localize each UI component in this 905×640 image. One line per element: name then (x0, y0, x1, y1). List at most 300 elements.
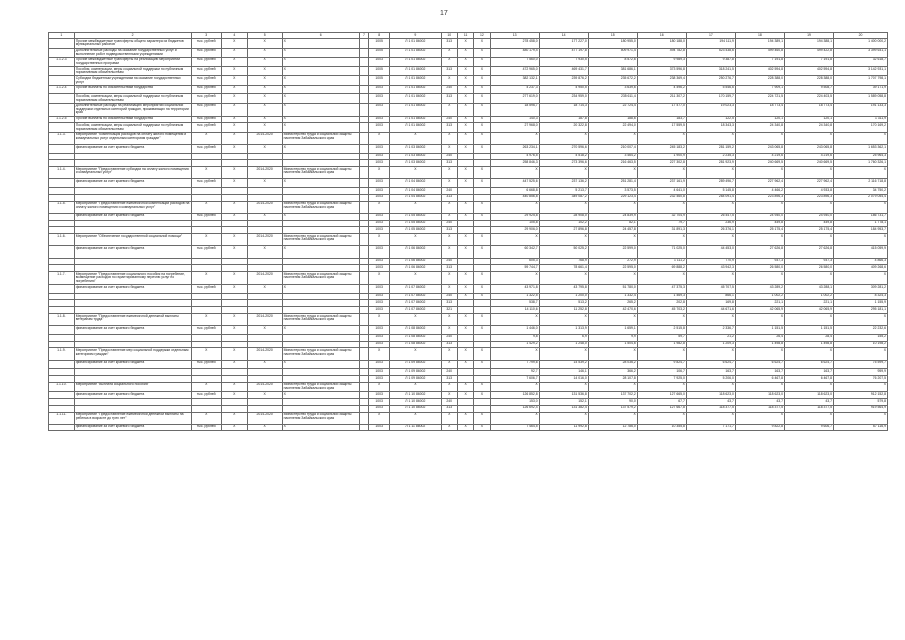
table-cell (359, 57, 368, 66)
table-cell: X (221, 326, 247, 335)
table-cell: 32 618,7 (834, 57, 888, 66)
table-cell: 2014-2020 (247, 382, 282, 391)
table-cell (247, 376, 282, 383)
table-cell: 24 457,8 (588, 227, 637, 234)
table-cell: X (637, 382, 686, 391)
table-cell: 313 (441, 67, 457, 76)
table-cell: X (369, 201, 390, 213)
table-cell (221, 376, 247, 383)
table-cell (457, 341, 473, 348)
table-cell (49, 153, 75, 160)
table-cell: 1 002,2 (735, 293, 784, 300)
table-cell: Л 1 01 86002 (390, 116, 441, 123)
table-cell: 44 453,0 (686, 246, 735, 258)
table-cell: X (686, 313, 735, 325)
table-cell (359, 293, 368, 300)
table-cell: 7 464,5 (490, 424, 539, 431)
table-cell: 7 799,6 (490, 360, 539, 369)
table-cell: 29 925,8 (490, 213, 539, 220)
table-cell: 2014-2020 (247, 234, 282, 246)
table-cell: 210 007,4 (588, 144, 637, 153)
table-cell: Дополнительные расходы на оказание государственных услуг и выполнение работ подведомственными учреждениями (74, 48, 191, 57)
table-cell: X (441, 412, 457, 424)
table-cell: Министерство труда и социальной защиты населения Забайкальского края (282, 201, 359, 213)
table-cell: 14 539,2 (539, 360, 588, 369)
table-cell: тыс. рублей (191, 144, 221, 153)
table-cell: 32 704,9 (637, 213, 686, 220)
table-cell: X (441, 360, 457, 369)
table-cell: 75 599,7 (834, 360, 888, 369)
table-cell: X (282, 179, 359, 188)
table-cell: 11 252,8 (539, 307, 588, 314)
table-cell: X (221, 179, 247, 188)
table-cell: 449,8 (784, 220, 833, 227)
table-cell: 1 900,9 (637, 153, 686, 160)
table-cell: X (369, 272, 390, 285)
table-cell: X (457, 132, 473, 144)
table-cell (474, 405, 490, 412)
table-cell: X (490, 382, 539, 391)
table-cell: 22 599,0 (588, 246, 637, 258)
table-cell (247, 227, 282, 234)
table-cell: X (834, 234, 888, 246)
table-cell: X (637, 234, 686, 246)
table-cell: 47 375,3 (637, 284, 686, 293)
table-cell: X (474, 424, 490, 431)
table-row (49, 39, 888, 48)
table-cell: X (474, 116, 490, 123)
table-cell (191, 160, 221, 167)
table-cell: 163,7 (784, 369, 833, 376)
table-cell: 447 525,6 (490, 179, 539, 188)
table-cell: Л 1 01 86002 (390, 48, 441, 57)
table-cell: 240 669,5 (735, 160, 784, 167)
table-row (49, 123, 888, 132)
table-cell: X (441, 76, 457, 85)
table-cell: 5 145,8 (686, 188, 735, 195)
table-cell (457, 220, 473, 227)
table-cell: 211 307,2 (637, 94, 686, 103)
table-cell (359, 424, 368, 431)
table-cell: 6 624,7 (784, 360, 833, 369)
column-header: 2 (74, 33, 191, 39)
table-cell: 318 241,5 (686, 67, 735, 76)
table-cell: X (457, 179, 473, 188)
table-cell (359, 116, 368, 123)
table-cell: Мероприятие "Предоставление мер социальной поддержки отдельным категориям граждан" (74, 348, 191, 360)
table-cell: 509 971,4 (588, 48, 637, 57)
table-cell (282, 334, 359, 341)
table-cell: X (686, 167, 735, 179)
table-cell (359, 188, 368, 195)
table-cell: Субсидии бюджетным учреждениям на оказание государственных услуг (74, 76, 191, 85)
table-cell: тыс. рублей (191, 103, 221, 116)
table-cell: 228 388,0 (735, 76, 784, 85)
table-cell (282, 220, 359, 227)
table-cell: X (441, 179, 457, 188)
table-cell: X (784, 272, 833, 285)
table-row (49, 167, 888, 179)
table-cell (74, 188, 191, 195)
table-cell: X (834, 132, 888, 144)
table-cell: 17 477,0 (637, 103, 686, 116)
table-cell: 9 989,3 (637, 57, 686, 66)
table-cell: X (474, 76, 490, 85)
table-cell: X (221, 412, 247, 424)
table-cell: 1003 (369, 424, 390, 431)
table-cell: X (441, 348, 457, 360)
table-cell (282, 369, 359, 376)
table-cell: X (441, 424, 457, 431)
table-cell: X (490, 201, 539, 213)
table-cell: X (441, 201, 457, 213)
table-cell (247, 220, 282, 227)
table-cell: 18 773,4 (735, 103, 784, 116)
table-cell: 92,7 (490, 369, 539, 376)
table-cell: X (637, 348, 686, 360)
table-cell: Министерство труда и социальной защиты населения Забайкальского края (282, 313, 359, 325)
table-cell (49, 67, 75, 76)
table-cell: Л 1 08 86002 (390, 341, 441, 348)
table-cell: X (282, 123, 359, 132)
table-cell (191, 227, 221, 234)
table-cell (221, 307, 247, 314)
table-cell (247, 341, 282, 348)
table-cell: 7 930,5 (539, 57, 588, 66)
table-cell: 1003 (369, 194, 390, 201)
table-cell (49, 293, 75, 300)
table-cell: X (457, 57, 473, 66)
table-cell (74, 376, 191, 383)
table-cell: 18 773,4 (784, 103, 833, 116)
table-cell (191, 398, 221, 405)
table-cell: 28,4 (784, 334, 833, 341)
table-cell: 2 336,7 (686, 326, 735, 335)
table-cell (191, 376, 221, 383)
table-cell: X (441, 213, 457, 220)
table-cell: X (282, 48, 359, 57)
table-cell: 69 888,2 (637, 265, 686, 272)
table-cell (359, 94, 368, 103)
table-cell: 5 546,6 (686, 85, 735, 94)
table-cell: X (539, 382, 588, 391)
column-header: 20 (834, 33, 888, 39)
table-cell: 449,8 (735, 220, 784, 227)
table-cell: Л 1 01 86002 (390, 85, 441, 94)
table-cell: 238 369,4 (637, 76, 686, 85)
table-row (49, 179, 888, 188)
table-cell: X (457, 392, 473, 399)
table-cell: X (686, 412, 735, 424)
table-cell: 513,2 (539, 300, 588, 307)
table-cell: 180 188,0 (637, 39, 686, 48)
table-row (49, 94, 888, 103)
table-cell: 494 782,8 (637, 48, 686, 57)
table-cell (457, 160, 473, 167)
table-cell: 1 498,8 (735, 341, 784, 348)
table-cell: 4 466,2 (735, 188, 784, 195)
table-cell: 1.1.6. (49, 234, 75, 246)
table-cell: X (390, 272, 441, 285)
table-row (49, 293, 888, 300)
table-cell: 28 036,2 (588, 360, 637, 369)
table-cell (359, 360, 368, 369)
table-cell: 11 992,8 (539, 424, 588, 431)
table-cell: 1.1.4. (49, 167, 75, 179)
table-cell (191, 194, 221, 201)
table-cell: 245 183,2 (637, 144, 686, 153)
table-cell (457, 307, 473, 314)
table-cell: 1 151,5 (784, 326, 833, 335)
table-cell: 1003 (369, 341, 390, 348)
table-cell (49, 369, 75, 376)
table-cell: 12 786,0 (588, 424, 637, 431)
table-cell (49, 265, 75, 272)
column-header: 17 (686, 33, 735, 39)
table-cell: X (221, 284, 247, 293)
table-row (49, 57, 888, 66)
table-cell: 28 908,0 (539, 213, 588, 220)
table-cell (359, 341, 368, 348)
table-cell: X (390, 382, 441, 391)
table-cell: 177 227,0 (539, 39, 588, 48)
table-cell: X (390, 348, 441, 360)
table-cell: X (282, 360, 359, 369)
table-cell: X (221, 246, 247, 258)
table-cell: Л 1 06 86002 (390, 265, 441, 272)
table-cell: 237 161,9 (637, 179, 686, 188)
table-cell: Л 1 01 86002 (390, 103, 441, 116)
table-cell (359, 153, 368, 160)
table-cell: тыс. рублей (191, 123, 221, 132)
table-cell: 538,7 (490, 300, 539, 307)
table-cell (474, 265, 490, 272)
table-cell: X (369, 132, 390, 144)
table-cell: тыс. рублей (191, 76, 221, 85)
table-cell: X (686, 348, 735, 360)
table-cell: 912 152,8 (834, 392, 888, 399)
table-cell: X (588, 348, 637, 360)
table-cell: 499 422,8 (784, 48, 833, 57)
table-cell: X (474, 272, 490, 285)
table-cell (247, 405, 282, 412)
table-cell: X (457, 272, 473, 285)
table-cell: 1003 (369, 326, 390, 335)
table-cell: X (247, 360, 282, 369)
table-cell: 186 731,7 (834, 213, 888, 220)
table-cell: X (834, 272, 888, 285)
table-cell (49, 213, 75, 220)
table-cell: 7 606,7 (490, 376, 539, 383)
table-cell: 1003 (369, 265, 390, 272)
table-cell: 2014-2020 (247, 201, 282, 213)
table-cell: 223 896,3 (784, 194, 833, 201)
table-cell (191, 307, 221, 314)
table-cell (49, 307, 75, 314)
table-cell: 1 322,5 (490, 293, 539, 300)
table-cell: 1 248,0 (539, 341, 588, 348)
table-cell: 2 079 054,4 (834, 194, 888, 201)
table-cell: X (474, 132, 490, 144)
table-cell: X (474, 144, 490, 153)
table-cell: X (474, 313, 490, 325)
table-cell: X (441, 392, 457, 399)
table-cell: X (784, 201, 833, 213)
table-cell: 78 661,4 (539, 265, 588, 272)
table-cell: 170 169,2 (834, 123, 888, 132)
table-cell: X (735, 348, 784, 360)
table-cell: 120,1 (735, 116, 784, 123)
table-cell: 9 606,7 (784, 424, 833, 431)
table-cell: X (457, 116, 473, 123)
table-cell: X (588, 412, 637, 424)
table-cell: Л 1 04 86002 (390, 179, 441, 188)
table-cell: 194 389,1 (735, 39, 784, 48)
table-cell: X (474, 39, 490, 48)
table-cell: 1005 (369, 76, 390, 85)
table-cell (191, 293, 221, 300)
table-cell (282, 153, 359, 160)
table-cell: X (474, 234, 490, 246)
table-row (49, 132, 888, 144)
table-cell: X (457, 293, 473, 300)
table-cell: X (474, 392, 490, 399)
table-cell: X (282, 284, 359, 293)
table-cell: X (457, 348, 473, 360)
table-cell: тыс. рублей (191, 85, 221, 94)
table-cell: X (221, 272, 247, 285)
table-cell: X (441, 234, 457, 246)
table-cell: 2014-2020 (247, 167, 282, 179)
table-row (49, 405, 888, 412)
table-cell: 221,1 (735, 300, 784, 307)
table-cell: X (539, 348, 588, 360)
table-row (49, 67, 888, 76)
table-cell: X (474, 412, 490, 424)
table-cell: 1.1.11. (49, 412, 75, 424)
column-header: 18 (735, 33, 784, 39)
table-cell: Л 1 08 86002 (390, 326, 441, 335)
table-cell (359, 179, 368, 188)
table-cell: 1 653 362,1 (834, 144, 888, 153)
table-cell: 240 (441, 258, 457, 265)
table-cell: 382 132,1 (490, 76, 539, 85)
table-cell: 20 322,8 (539, 123, 588, 132)
table-cell (221, 334, 247, 341)
table-cell (247, 398, 282, 405)
table-cell: 959,9 (834, 369, 888, 376)
table-cell: 18 596,7 (490, 103, 539, 116)
table-cell: 1 200,0 (539, 293, 588, 300)
table-cell: 240 (441, 85, 457, 94)
column-header: 16 (637, 33, 686, 39)
table-cell: 237 136,2 (539, 179, 588, 188)
table-cell: X (457, 85, 473, 94)
table-cell: X (247, 85, 282, 94)
table-cell: 1005 (369, 39, 390, 48)
table-cell: Мероприятие "Предоставление ежемесячной денежной выплаты на ребенка в возрасте до трех лет" (74, 412, 191, 424)
table-cell: 227 962,4 (735, 179, 784, 188)
page-number: 17 (440, 10, 448, 17)
table-row (49, 398, 888, 405)
table-cell: 183,7 (637, 116, 686, 123)
table-cell: 51 780,0 (588, 284, 637, 293)
table-cell (359, 412, 368, 424)
table-cell: 118 377,5 (735, 405, 784, 412)
table-cell: 313 (441, 300, 457, 307)
table-cell: 240 (441, 369, 457, 376)
table-cell: 263 234,1 (490, 144, 539, 153)
table-cell: X (686, 272, 735, 285)
table-row (49, 313, 888, 325)
table-cell: 6 467,8 (735, 376, 784, 383)
table-cell: X (686, 201, 735, 213)
table-cell: 26 580,0 (735, 265, 784, 272)
table-cell: X (282, 424, 359, 431)
table-cell: 59,7 (637, 334, 686, 341)
table-cell: 4 219,6 (735, 153, 784, 160)
table-cell: 579,8 (834, 398, 888, 405)
table-cell: 79,7 (637, 220, 686, 227)
table-row (49, 76, 888, 85)
table-cell (247, 153, 282, 160)
table-cell (359, 103, 368, 116)
column-header: 3 (191, 33, 221, 39)
table-cell: X (191, 272, 221, 285)
table-cell: Л 1 01 86002 (390, 123, 441, 132)
table-cell: тыс. рублей (191, 67, 221, 76)
table-cell (221, 293, 247, 300)
table-row (49, 153, 888, 160)
column-header: 10 (441, 33, 457, 39)
table-row (49, 194, 888, 201)
table-cell: 1 504,6 (588, 341, 637, 348)
table-cell: X (247, 392, 282, 399)
table-cell: X (390, 234, 441, 246)
table-cell: 1 313,9 (539, 326, 588, 335)
table-cell (457, 188, 473, 195)
table-cell: X (221, 360, 247, 369)
table-cell: 118 377,5 (784, 405, 833, 412)
table-cell: 102,2 (539, 220, 588, 227)
table-cell: 27 896,8 (539, 227, 588, 234)
table-cell: 866,1 (686, 293, 735, 300)
table-cell: Л 1 09 86002 (390, 369, 441, 376)
table-cell (49, 360, 75, 369)
table-cell: 24 340,8 (784, 123, 833, 132)
table-cell: 313 (441, 341, 457, 348)
table-cell: 240 (441, 293, 457, 300)
table-cell (221, 153, 247, 160)
table-cell: X (457, 76, 473, 85)
table-cell: 7 191,8 (735, 57, 784, 66)
table-cell: 243 065,8 (735, 144, 784, 153)
table-cell: 1003 (369, 227, 390, 234)
table-cell: 25 964,3 (834, 153, 888, 160)
table-cell: X (735, 313, 784, 325)
table-cell: 1003 (369, 284, 390, 293)
table-cell (49, 179, 75, 188)
table-cell (49, 188, 75, 195)
table-cell: X (686, 382, 735, 391)
table-cell: 2 515,8 (637, 326, 686, 335)
table-cell: Л 1 04 86002 (390, 188, 441, 195)
table-cell: 7 925,0 (637, 376, 686, 383)
table-cell: X (539, 167, 588, 179)
table-cell: X (735, 201, 784, 213)
table-cell: X (637, 201, 686, 213)
table-cell: X (457, 103, 473, 116)
